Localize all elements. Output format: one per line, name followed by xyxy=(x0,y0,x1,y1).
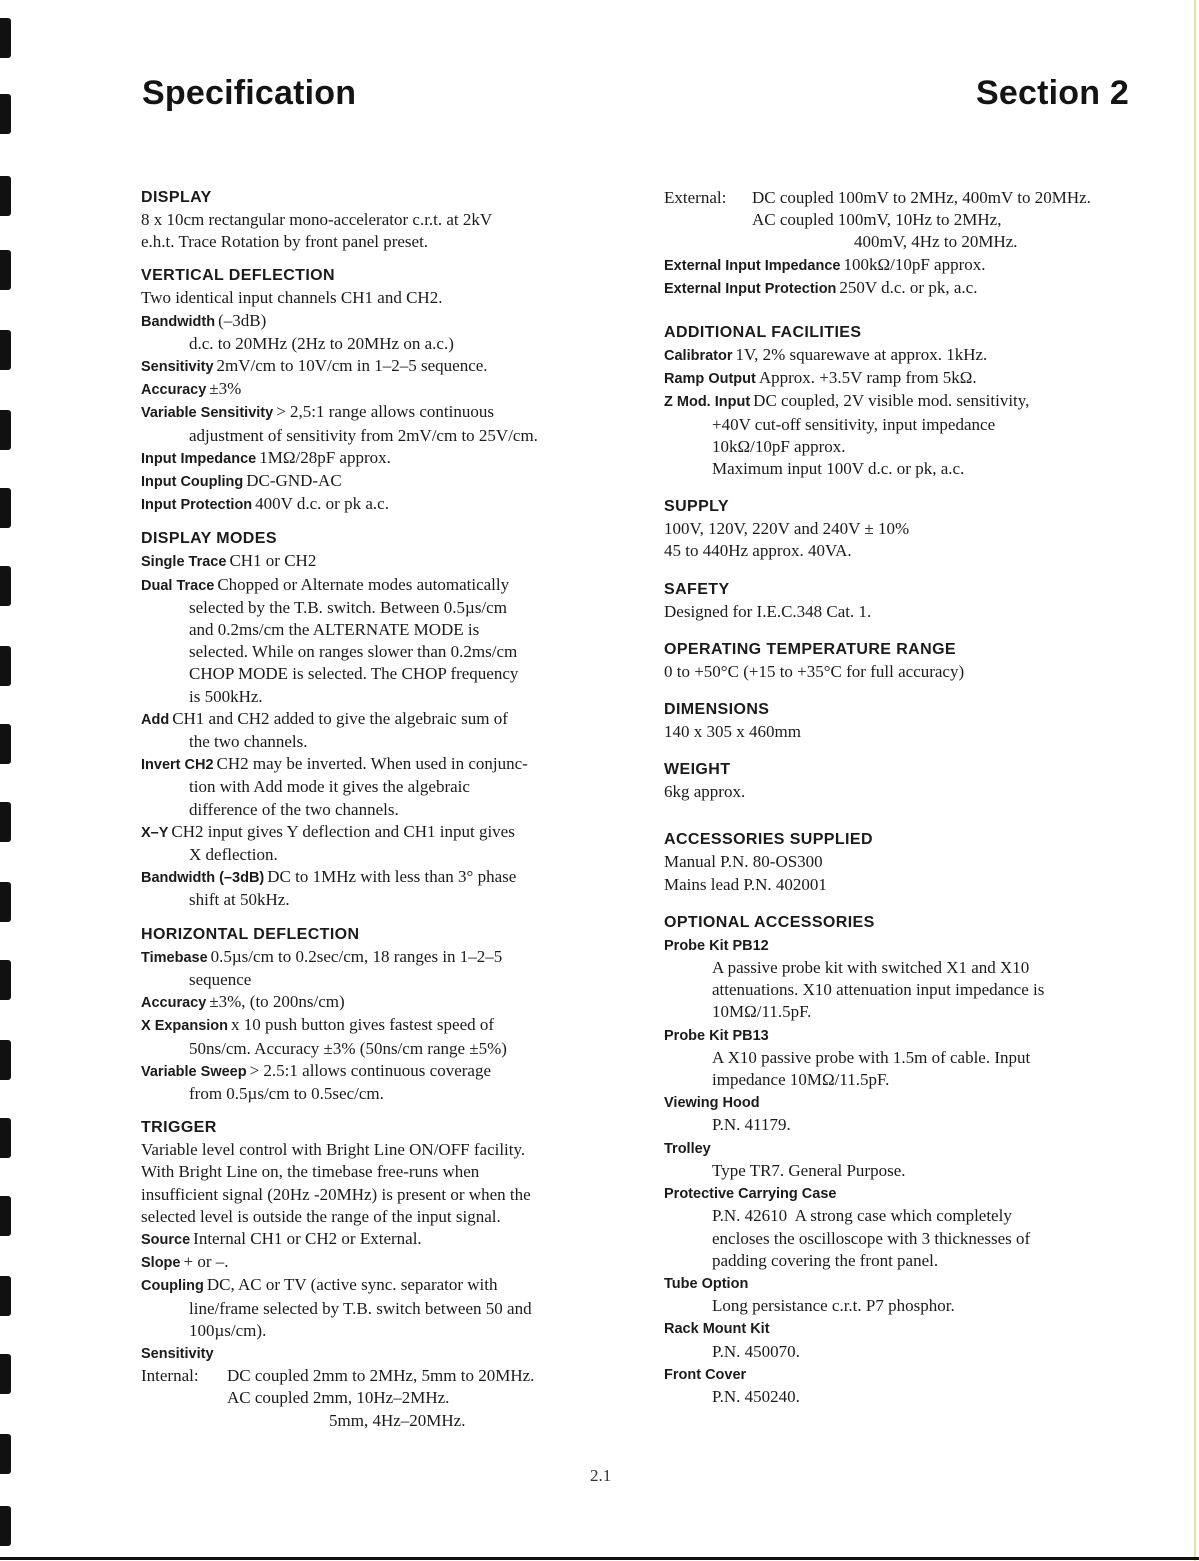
spec-continuation: A passive probe kit with switched X1 and X10 xyxy=(712,958,1030,978)
spec-value: 400V d.c. or pk a.c. xyxy=(255,494,389,514)
supply-heading: SUPPLY xyxy=(664,498,729,516)
spec-key: Probe Kit PB12 xyxy=(664,937,769,954)
spec-value: DC-GND-AC xyxy=(246,471,342,491)
optional-heading: OPTIONAL ACCESSORIES xyxy=(664,913,875,931)
spec-continuation: padding covering the front panel. xyxy=(712,1250,939,1270)
spec-value: + or –. xyxy=(183,1252,229,1272)
spec-value: DC coupled 2mm to 2MHz, 5mm to 20MHz. xyxy=(227,1366,535,1386)
spec-continuation: shift at 50kHz. xyxy=(189,890,290,910)
right-column xyxy=(664,187,1164,1408)
accessories-heading: ACCESSORIES SUPPLIED xyxy=(664,831,873,849)
binding-hole xyxy=(0,1276,11,1316)
spec-continuation: Maximum input 100V d.c. or pk, a.c. xyxy=(712,459,965,479)
safety-line: Designed for I.E.C.348 Cat. 1. xyxy=(664,601,872,621)
binding-hole xyxy=(0,330,11,370)
binding-hole xyxy=(0,250,11,290)
spec-row xyxy=(141,401,626,424)
spec-value: CH2 input gives Y deflection and CH1 input gives xyxy=(171,821,515,841)
spec-sub-label: External: xyxy=(664,188,727,207)
binding-hole xyxy=(0,1196,11,1236)
spec-row xyxy=(664,1091,1164,1114)
weight-line: 6kg approx. xyxy=(664,782,746,802)
spec-value: 0.5µs/cm to 0.2sec/cm, 18 ranges in 1–2–5 xyxy=(210,946,503,966)
display-heading: DISPLAY xyxy=(141,189,212,206)
spec-continuation: difference of the two channels. xyxy=(189,799,399,819)
spec-row xyxy=(664,1137,1164,1160)
spec-key: Z Mod. Input xyxy=(664,394,751,411)
spec-continuation: A X10 passive probe with 1.5m of cable. Input xyxy=(712,1047,1031,1067)
spec-row xyxy=(664,1272,1164,1295)
spec-key: Single Trace xyxy=(141,554,227,571)
spec-value: (–3dB) xyxy=(218,310,267,330)
dimensions-line: 140 x 305 x 460mm xyxy=(664,722,801,742)
binding-hole xyxy=(0,802,11,842)
spec-key: Bandwidth (–3dB) xyxy=(141,870,265,887)
spec-key: Add xyxy=(141,711,170,728)
display-line: e.h.t. Trace Rotation by front panel preset. xyxy=(141,232,429,252)
binding-hole xyxy=(0,1118,11,1158)
spec-continuation: selected. While on ranges slower than 0.2ms/cm xyxy=(189,642,518,662)
spec-key: Sensitivity xyxy=(141,1345,214,1362)
additional-heading: ADDITIONAL FACILITIES xyxy=(664,324,862,342)
spec-key: Accuracy xyxy=(141,995,207,1012)
spec-key: X Expansion xyxy=(141,1018,229,1035)
spec-value: ±3% xyxy=(209,379,242,399)
spec-continuation: 10MΩ/11.5pF. xyxy=(712,1002,812,1022)
spec-row xyxy=(664,1182,1164,1205)
spec-continuation: AC coupled 2mm, 10Hz–2MHz. xyxy=(227,1388,450,1408)
spec-row xyxy=(664,1024,1164,1047)
spec-row xyxy=(664,1317,1164,1340)
spec-sub-label: Internal: xyxy=(141,1366,199,1386)
spec-continuation: AC coupled 100mV, 10Hz to 2MHz, xyxy=(752,210,1002,230)
temperature-heading: OPERATING TEMPERATURE RANGE xyxy=(664,640,956,658)
spec-continuation: tion with Add mode it gives the algebraic xyxy=(189,777,470,797)
weight-heading: WEIGHT xyxy=(664,761,731,779)
bottom-edge xyxy=(0,1557,1199,1560)
spec-key: Front Cover xyxy=(664,1366,747,1383)
spec-continuation: line/frame selected by T.B. switch between 50 and xyxy=(189,1298,532,1318)
binding-hole xyxy=(0,1354,11,1394)
section-title: Section 2 xyxy=(976,74,1129,112)
spec-row xyxy=(141,378,626,401)
spec-value: Approx. +3.5V ramp from 5kΩ. xyxy=(758,368,977,388)
spec-continuation: from 0.5µs/cm to 0.5sec/cm. xyxy=(189,1083,384,1103)
spec-key: Ramp Output xyxy=(664,371,756,388)
spec-value: 100kΩ/10pF approx. xyxy=(843,254,986,274)
spec-value: 2mV/cm to 10V/cm in 1–2–5 sequence. xyxy=(216,356,488,376)
spec-key: Probe Kit PB13 xyxy=(664,1027,769,1044)
spec-row xyxy=(141,574,626,597)
spec-key: External Input Impedance xyxy=(664,257,841,274)
spec-value: > 2.5:1 allows continuous coverage xyxy=(249,1060,491,1080)
spec-row xyxy=(141,550,626,573)
spec-row xyxy=(141,708,626,731)
spec-continuation: X deflection. xyxy=(189,845,278,865)
binding-hole xyxy=(0,960,11,1000)
trigger-text: insufficient signal (20Hz -20MHz) is present or when the xyxy=(141,1184,531,1204)
spec-key: Protective Carrying Case xyxy=(664,1186,837,1203)
spec-value: DC coupled 100mV to 2MHz, 400mV to 20MHz. xyxy=(752,188,1091,207)
binding-hole xyxy=(0,410,11,450)
spec-value: DC coupled, 2V visible mod. sensitivity, xyxy=(753,391,1030,411)
spec-value: DC to 1MHz with less than 3° phase xyxy=(267,867,517,887)
spec-continuation: Long persistance c.r.t. P7 phosphor. xyxy=(712,1296,955,1316)
spec-row xyxy=(664,254,1164,277)
spec-continuation: 5mm, 4Hz–20MHz. xyxy=(329,1410,466,1430)
spec-row xyxy=(141,866,626,889)
spec-continuation: d.c. to 20MHz (2Hz to 20MHz on a.c.) xyxy=(189,333,454,353)
spec-continuation: 400mV, 4Hz to 20MHz. xyxy=(854,232,1018,252)
trigger-text: selected level is outside the range of the input signal. xyxy=(141,1206,501,1226)
spec-key: Bandwidth xyxy=(141,313,216,330)
spec-key: Input Protection xyxy=(141,497,253,514)
spec-value: > 2,5:1 range allows continuous xyxy=(276,402,494,422)
spec-continuation: sequence xyxy=(189,969,252,989)
spec-row xyxy=(141,753,626,776)
spec-continuation: encloses the oscilloscope with 3 thicknesses of xyxy=(712,1228,1031,1248)
display-line: 8 x 10cm rectangular mono-accelerator c.r.t. at 2kV xyxy=(141,210,493,229)
binding-hole xyxy=(0,646,11,686)
binding-hole xyxy=(0,18,11,58)
spec-value: 1MΩ/28pF approx. xyxy=(259,447,391,467)
spec-key: Coupling xyxy=(141,1278,204,1295)
spec-key: Input Impedance xyxy=(141,450,257,467)
spec-key: External Input Protection xyxy=(664,280,837,297)
binding-holes xyxy=(0,0,20,1561)
vertical-intro: Two identical input channels CH1 and CH2. xyxy=(141,288,443,308)
spec-key: Timebase xyxy=(141,949,208,966)
spec-row xyxy=(141,1060,626,1083)
spec-continuation: +40V cut-off sensitivity, input impedance xyxy=(712,414,996,434)
spec-row xyxy=(664,367,1164,390)
supply-line: 45 to 440Hz approx. 40VA. xyxy=(664,541,852,561)
spec-value: Chopped or Alternate modes automatically xyxy=(217,574,510,594)
binding-hole xyxy=(0,1040,11,1080)
spec-key: Slope xyxy=(141,1255,181,1272)
spec-continuation: 100µs/cm). xyxy=(189,1320,267,1340)
spec-key: Trolley xyxy=(664,1140,711,1157)
horizontal-heading: HORIZONTAL DEFLECTION xyxy=(141,925,360,943)
spec-continuation: P.N. 450070. xyxy=(712,1341,800,1361)
spec-key: Input Coupling xyxy=(141,474,244,491)
binding-hole xyxy=(0,1506,11,1546)
spec-row xyxy=(141,946,626,969)
binding-hole xyxy=(0,94,11,134)
spec-value: DC, AC or TV (active sync. separator with xyxy=(206,1275,498,1295)
spec-row xyxy=(664,344,1164,367)
spec-row xyxy=(141,1014,626,1037)
spec-key: X–Y xyxy=(141,824,169,841)
spec-row xyxy=(664,277,1164,300)
page-number: 2.1 xyxy=(590,1466,612,1485)
spec-key: Source xyxy=(141,1231,191,1248)
spec-row xyxy=(664,934,1164,957)
spec-value: ±3%, (to 200ns/cm) xyxy=(209,992,345,1012)
spec-continuation: P.N. 41179. xyxy=(712,1115,791,1135)
binding-hole xyxy=(0,882,11,922)
spec-key: Sensitivity xyxy=(141,359,214,376)
spec-value: 250V d.c. or pk, a.c. xyxy=(839,277,978,297)
binding-hole xyxy=(0,724,11,764)
spec-continuation: 10kΩ/10pF approx. xyxy=(712,436,846,456)
spec-row xyxy=(141,1274,626,1297)
supply-line: 100V, 120V, 220V and 240V ± 10% xyxy=(664,519,910,539)
spec-key: Calibrator xyxy=(664,348,733,365)
binding-hole xyxy=(0,488,11,528)
spec-row xyxy=(141,447,626,470)
spec-row xyxy=(141,821,626,844)
binding-hole xyxy=(0,1434,11,1474)
spec-key: Invert CH2 xyxy=(141,757,214,774)
spec-key: Dual Trace xyxy=(141,577,215,594)
spec-continuation: selected by the T.B. switch. Between 0.5µs/cm xyxy=(189,597,507,617)
spec-continuation: P.N. 450240. xyxy=(712,1386,800,1406)
safety-heading: SAFETY xyxy=(664,580,730,598)
spec-continuation: and 0.2ms/cm the ALTERNATE MODE is xyxy=(189,620,480,640)
page-edge-line xyxy=(1194,0,1196,1561)
left-column xyxy=(141,187,626,1432)
spec-row xyxy=(141,493,626,516)
spec-key: Variable Sensitivity xyxy=(141,405,274,422)
spec-row xyxy=(141,470,626,493)
spec-continuation: P.N. 42610 A strong case which completely xyxy=(712,1206,1012,1226)
trigger-heading: TRIGGER xyxy=(141,1119,217,1137)
spec-continuation: 50ns/cm. Accuracy ±3% (50ns/cm range ±5%) xyxy=(189,1038,507,1058)
spec-row xyxy=(664,390,1164,413)
accessories-line: Mains lead P.N. 402001 xyxy=(664,874,827,894)
spec-row xyxy=(664,187,1164,209)
spec-row xyxy=(141,1251,626,1274)
spec-row xyxy=(141,355,626,378)
spec-value: Internal CH1 or CH2 or External. xyxy=(193,1228,422,1248)
spec-continuation: CHOP MODE is selected. The CHOP frequency xyxy=(189,664,519,684)
spec-row xyxy=(141,1228,626,1251)
binding-hole xyxy=(0,566,11,606)
spec-key: Variable Sweep xyxy=(141,1063,247,1080)
trigger-text: With Bright Line on, the timebase free-runs when xyxy=(141,1162,480,1182)
binding-hole xyxy=(0,176,11,216)
vertical-heading: VERTICAL DEFLECTION xyxy=(141,267,335,285)
spec-continuation: attenuations. X10 attenuation input impedance is xyxy=(712,980,1045,1000)
trigger-text: Variable level control with Bright Line ON/OFF facility. xyxy=(141,1140,526,1160)
spec-value: x 10 push button gives fastest speed of xyxy=(231,1015,495,1035)
spec-key: Viewing Hood xyxy=(664,1095,760,1112)
modes-heading: DISPLAY MODES xyxy=(141,530,277,548)
page-title: Specification xyxy=(142,74,357,112)
spec-continuation: the two channels. xyxy=(189,732,308,752)
spec-value: CH2 may be inverted. When used in conjunc- xyxy=(216,754,528,774)
spec-value: CH1 and CH2 added to give the algebraic sum of xyxy=(172,708,508,728)
spec-key: Rack Mount Kit xyxy=(664,1321,770,1338)
spec-key: Accuracy xyxy=(141,382,207,399)
spec-value: CH1 or CH2 xyxy=(229,551,317,571)
spec-continuation: adjustment of sensitivity from 2mV/cm to 25V/cm. xyxy=(189,425,538,445)
temperature-line: 0 to +50°C (+15 to +35°C for full accuracy) xyxy=(664,661,965,681)
spec-continuation: impedance 10MΩ/11.5pF. xyxy=(712,1070,890,1090)
spec-continuation: is 500kHz. xyxy=(189,686,263,706)
spec-continuation: Type TR7. General Purpose. xyxy=(712,1160,906,1180)
spec-row xyxy=(141,1365,626,1387)
spec-value: 1V, 2% squarewave at approx. 1kHz. xyxy=(735,345,988,365)
spec-row xyxy=(141,310,626,333)
spec-row xyxy=(664,1363,1164,1386)
spec-row xyxy=(141,991,626,1014)
dimensions-heading: DIMENSIONS xyxy=(664,701,770,719)
spec-row xyxy=(141,1342,626,1365)
spec-key: Tube Option xyxy=(664,1275,749,1292)
accessories-line: Manual P.N. 80-OS300 xyxy=(664,852,823,872)
